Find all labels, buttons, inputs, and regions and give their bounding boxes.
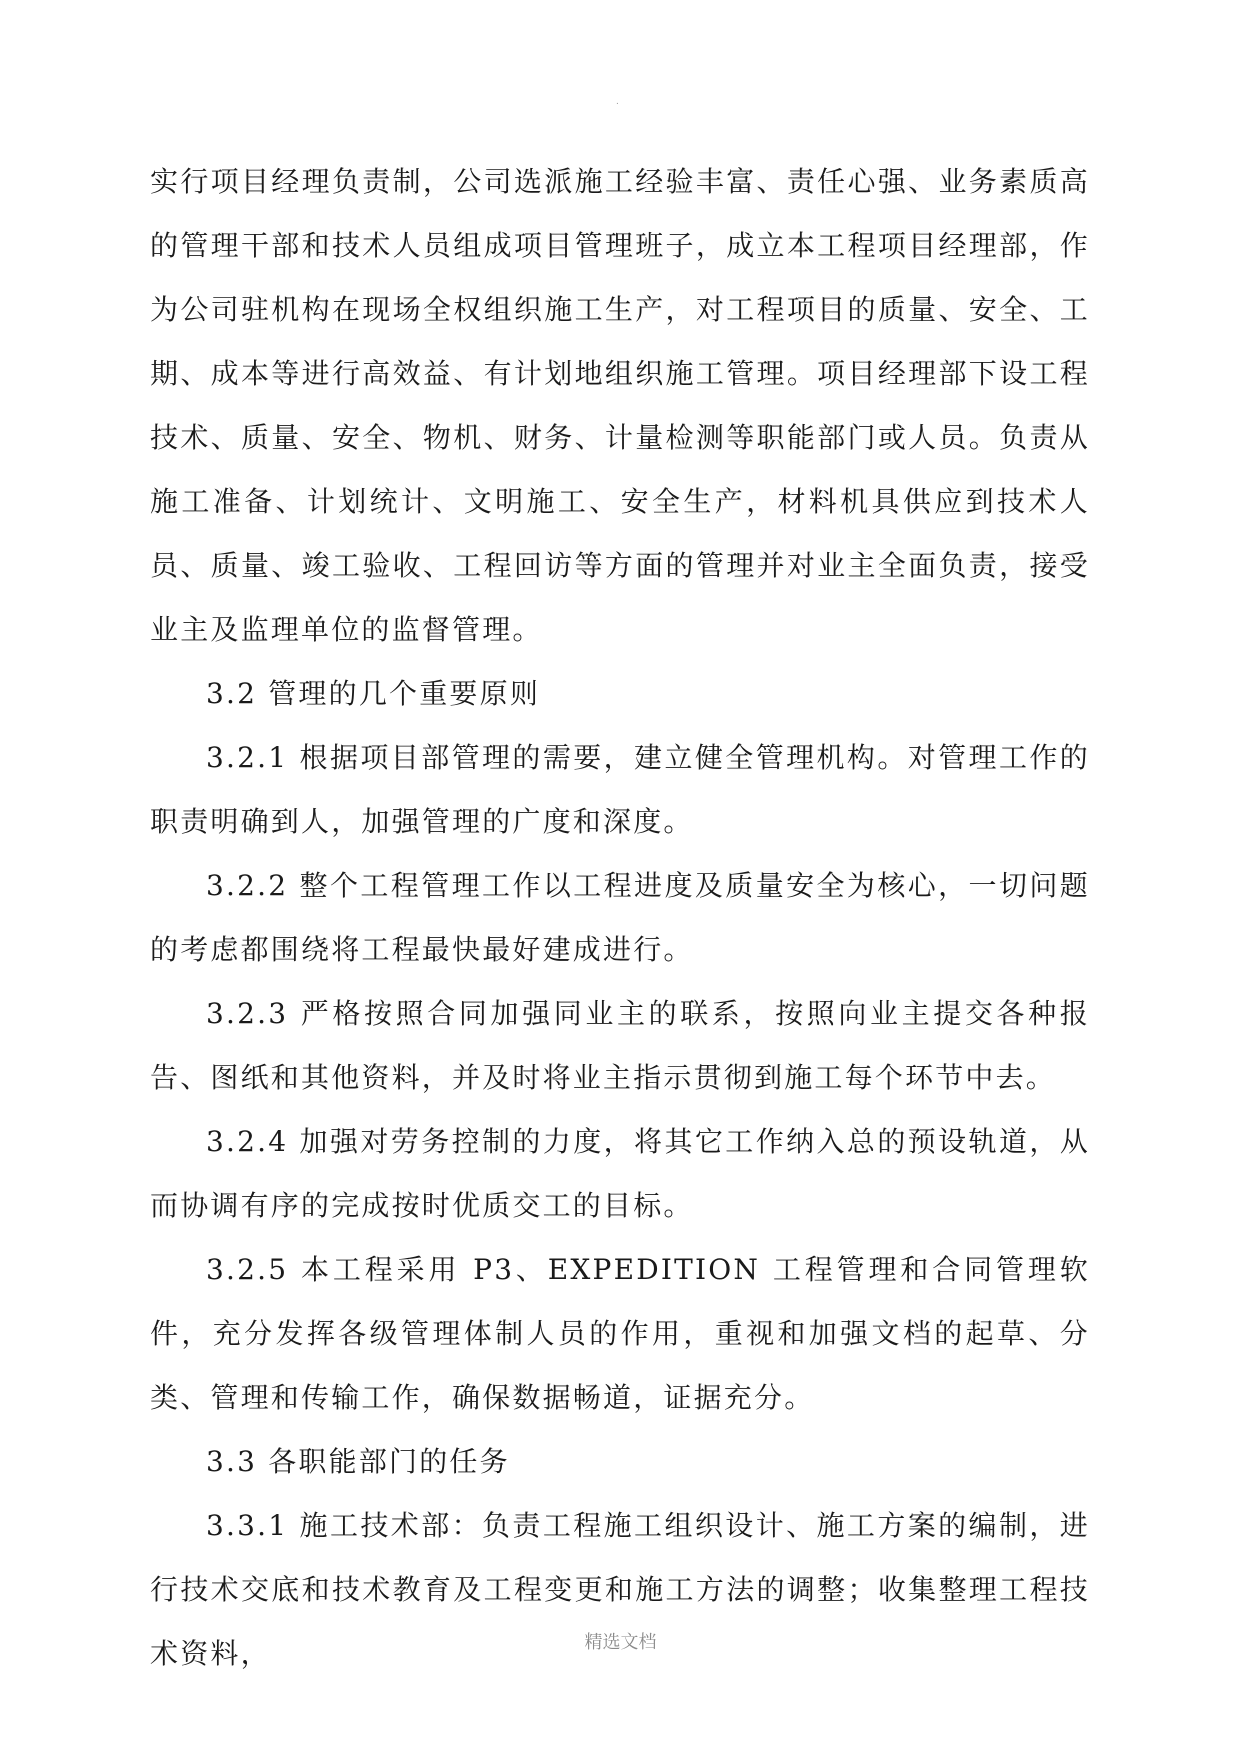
item-3-2-4: 3.2.4 加强对劳务控制的力度，将其它工作纳入总的预设轨道，从而协调有序的完成按时优质交工的目标。 (150, 1125, 1090, 1222)
document-body (150, 150, 1090, 1686)
section-heading-3-3: 3.3 各职能部门的任务 (206, 1445, 510, 1478)
item-3-2-2: 3.2.2 整个工程管理工作以工程进度及质量安全为核心，一切问题的考虑都围绕将工程最快最好建成进行。 (150, 869, 1090, 966)
item-3-2-5: 3.2.5 本工程采用 P3、EXPEDITION 工程管理和合同管理软件，充分发挥各级管理体制人员的作用，重视和加强文档的起草、分类、管理和传输工作，确保数据畅道，证据充分。 (150, 1253, 1090, 1414)
item-3-2-1: 3.2.1 根据项目部管理的需要，建立健全管理机构。对管理工作的职责明确到人，加强管理的广度和深度。 (150, 741, 1090, 838)
section-heading-3-2: 3.2 管理的几个重要原则 (206, 677, 541, 710)
intro-paragraph: 实行项目经理负责制，公司选派施工经验丰富、责任心强、业务素质高的管理干部和技术人员组成项目管理班子，成立本工程项目经理部，作为公司驻机构在现场全权组织施工生产，对工程项目的质量、安全、工期、成本等进行高效益、有计划地组织施工管理。项目经理部下设工程技术、质量、安全、物机、财务、计量检测等职能部门或人员。负责从施工准备、计划统计、文明施工、安全生产，材料机具供应到技术人员、质量、竣工验收、工程回访等方面的管理并对业主全面负责，接受业主及监理单位的监督管理。 (150, 165, 1090, 646)
page-footer: 精选文档 (584, 1632, 657, 1653)
header-mark: . (616, 96, 619, 107)
item-3-2-3: 3.2.3 严格按照合同加强同业主的联系，按照向业主提交各种报告、图纸和其他资料，并及时将业主指示贯彻到施工每个环节中去。 (150, 997, 1090, 1094)
item-3-3-1: 3.3.1 施工技术部：负责工程施工组织设计、施工方案的编制，进行技术交底和技术教育及工程变更和施工方法的调整；收集整理工程技术资料， (150, 1509, 1090, 1670)
